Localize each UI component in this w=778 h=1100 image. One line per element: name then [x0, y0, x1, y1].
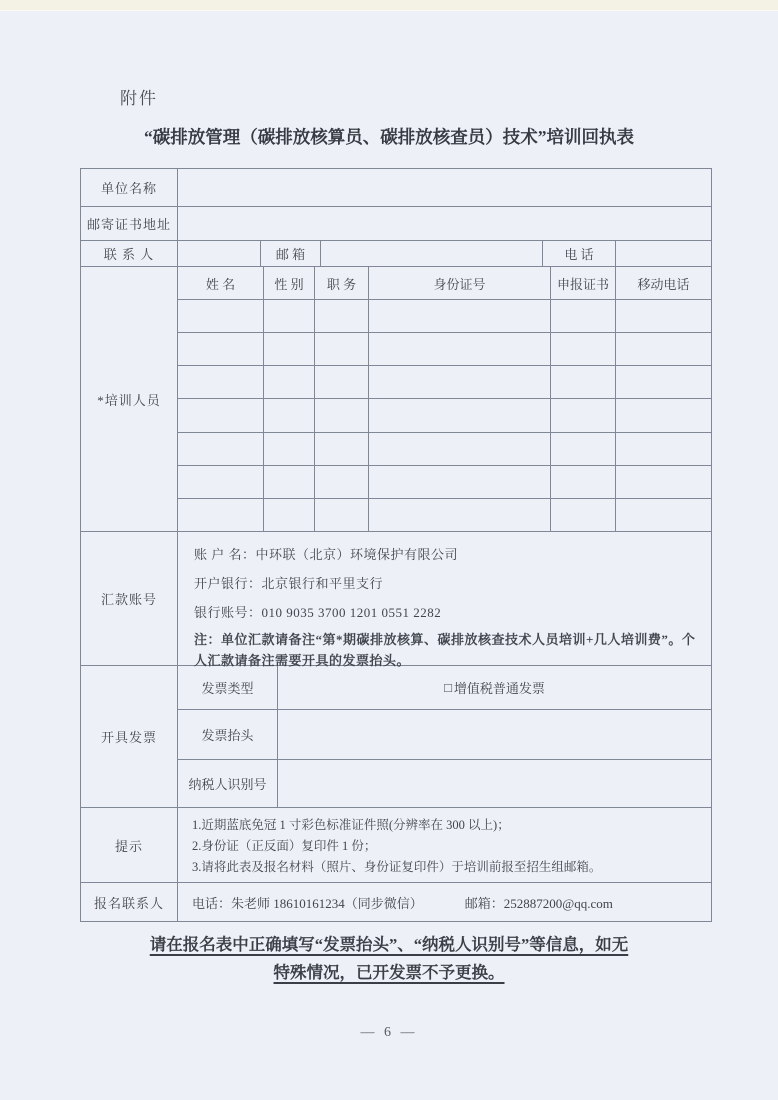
personnel-empty-cell	[369, 399, 551, 431]
row-invoice	[81, 666, 711, 808]
footer-notice	[0, 931, 778, 987]
personnel-header-row	[178, 267, 711, 300]
email-value-cell	[321, 241, 543, 266]
phone-label: 电 话	[543, 241, 616, 266]
row-trainees	[81, 267, 711, 532]
invoice-sub-table	[178, 666, 711, 807]
personnel-empty-cell	[616, 499, 711, 531]
personnel-empty-cell	[178, 466, 264, 498]
col-header-id-number: 身份证号	[369, 267, 551, 299]
personnel-empty-row	[178, 399, 711, 432]
invoice-tax-id-row	[178, 760, 711, 807]
col-header-certificate: 申报证书	[551, 267, 616, 299]
personnel-empty-cell	[178, 366, 264, 398]
invoice-type-label: 发票类型	[178, 666, 278, 709]
registration-contact-label: 报名联系人	[81, 883, 178, 921]
personnel-empty-cell	[551, 366, 616, 398]
invoice-type-option	[278, 666, 711, 709]
remittance-note: 注：单位汇款请备注“第*期碳排放核算、碳排放核查技术人员培训+几人培训费”。个人汇款请备注需要开具的发票抬头。	[194, 632, 696, 668]
remittance-account-number: 银行账号：010 9035 3700 1201 0551 2282	[194, 605, 442, 620]
email-label: 邮 箱	[261, 241, 321, 266]
personnel-empty-row	[178, 333, 711, 366]
invoice-title-row	[178, 710, 711, 760]
personnel-empty-cell	[551, 499, 616, 531]
document-title: “碳排放管理（碳排放核算员、碳排放核查员）技术”培训回执表	[144, 127, 634, 147]
personnel-empty-cell	[551, 333, 616, 365]
personnel-empty-cell	[315, 433, 369, 465]
remittance-account-name: 账 户 名：中环联（北京）环境保护有限公司	[194, 547, 459, 562]
mailing-address-label: 邮寄证书地址	[81, 207, 178, 240]
personnel-empty-cell	[315, 399, 369, 431]
personnel-empty-cell	[369, 333, 551, 365]
personnel-empty-cell	[369, 433, 551, 465]
invoice-title-value-cell	[278, 710, 711, 759]
personnel-sub-table	[178, 267, 711, 531]
unit-name-value-cell	[178, 169, 711, 206]
invoice-label: 开具发票	[81, 666, 178, 807]
personnel-empty-cell	[616, 433, 711, 465]
trainees-label: *培训人员	[81, 267, 178, 531]
scan-edge-artifact	[0, 0, 778, 11]
invoice-tax-id-value-cell	[278, 760, 711, 807]
row-remittance	[81, 532, 711, 666]
row-mailing-address	[81, 207, 711, 241]
col-header-mobile: 移动电话	[637, 276, 690, 292]
personnel-empty-cell	[616, 466, 711, 498]
page-number: — 6 —	[360, 1025, 418, 1040]
personnel-empty-cell	[551, 433, 616, 465]
registration-contact-phone: 电话：朱老师 18610161234（同步微信）	[192, 895, 423, 911]
personnel-empty-cell	[264, 333, 315, 365]
personnel-empty-cell	[264, 466, 315, 498]
personnel-empty-row	[178, 466, 711, 499]
personnel-empty-cell	[315, 300, 369, 332]
checkbox-icon: □	[444, 679, 452, 695]
personnel-empty-cell	[369, 300, 551, 332]
tips-item: 2.身份证（正反面）复印件 1 份；	[192, 838, 377, 853]
personnel-empty-cell	[178, 499, 264, 531]
tips-list	[178, 808, 711, 882]
footer-notice-line1: 请在报名表中正确填写“发票抬头”、“纳税人识别号”等信息，如无	[149, 935, 629, 954]
row-registration-contact	[81, 883, 711, 921]
personnel-empty-cell	[616, 399, 711, 431]
personnel-empty-cell	[264, 433, 315, 465]
invoice-type-option-label: 增值税普通发票	[453, 681, 545, 696]
contact-label: 联 系 人	[81, 241, 178, 266]
personnel-empty-cell	[264, 499, 315, 531]
personnel-empty-row	[178, 300, 711, 333]
attachment-label: 附件	[120, 89, 158, 108]
personnel-empty-cell	[178, 399, 264, 431]
personnel-empty-cell	[551, 466, 616, 498]
mailing-address-value-cell	[178, 207, 711, 240]
personnel-empty-cell	[551, 300, 616, 332]
row-tips	[81, 808, 711, 883]
personnel-empty-cell	[178, 433, 264, 465]
personnel-empty-cell	[369, 499, 551, 531]
remittance-label: 汇款账号	[81, 532, 178, 665]
remittance-bank: 开户银行：北京银行和平里支行	[194, 576, 384, 591]
row-unit-name	[81, 169, 711, 207]
personnel-empty-cell	[178, 333, 264, 365]
personnel-empty-row	[178, 499, 711, 531]
personnel-empty-cell	[369, 466, 551, 498]
remittance-details	[178, 532, 711, 668]
personnel-empty-cell	[315, 333, 369, 365]
personnel-empty-cell	[264, 300, 315, 332]
registration-form-table	[80, 168, 712, 922]
personnel-empty-cell	[315, 466, 369, 498]
personnel-empty-cell	[551, 399, 616, 431]
personnel-empty-cell	[616, 300, 711, 332]
invoice-tax-id-label: 纳税人识别号	[178, 760, 278, 807]
personnel-empty-cell	[264, 399, 315, 431]
tips-item: 3.请将此表及报名材料（照片、身份证复印件）于培训前报至招生组邮箱。	[192, 859, 602, 874]
unit-name-label: 单位名称	[81, 169, 178, 206]
row-contact	[81, 241, 711, 267]
tips-item: 1.近期蓝底免冠 1 寸彩色标准证件照(分辨率在 300 以上)；	[192, 817, 510, 832]
personnel-empty-cell	[315, 499, 369, 531]
contact-value-cell	[178, 241, 261, 266]
personnel-empty-row	[178, 433, 711, 466]
personnel-empty-cell	[369, 366, 551, 398]
col-header-duty: 职 务	[315, 267, 369, 299]
registration-contact-email: 邮箱：252887200@qq.com	[464, 895, 613, 911]
invoice-title-label: 发票抬头	[178, 710, 278, 759]
col-header-name: 姓 名	[178, 267, 264, 299]
personnel-empty-cell	[315, 366, 369, 398]
personnel-empty-cell	[264, 366, 315, 398]
tips-label: 提示	[81, 808, 178, 882]
phone-value-cell	[616, 241, 711, 266]
registration-contact-details	[178, 883, 711, 921]
footer-notice-line2: 特殊情况，已开发票不予更换。	[273, 963, 505, 982]
col-header-gender: 性 别	[264, 267, 315, 299]
personnel-empty-cell	[616, 333, 711, 365]
personnel-empty-row	[178, 366, 711, 399]
personnel-empty-cell	[178, 300, 264, 332]
invoice-type-row	[178, 666, 711, 710]
personnel-empty-cell	[616, 366, 711, 398]
